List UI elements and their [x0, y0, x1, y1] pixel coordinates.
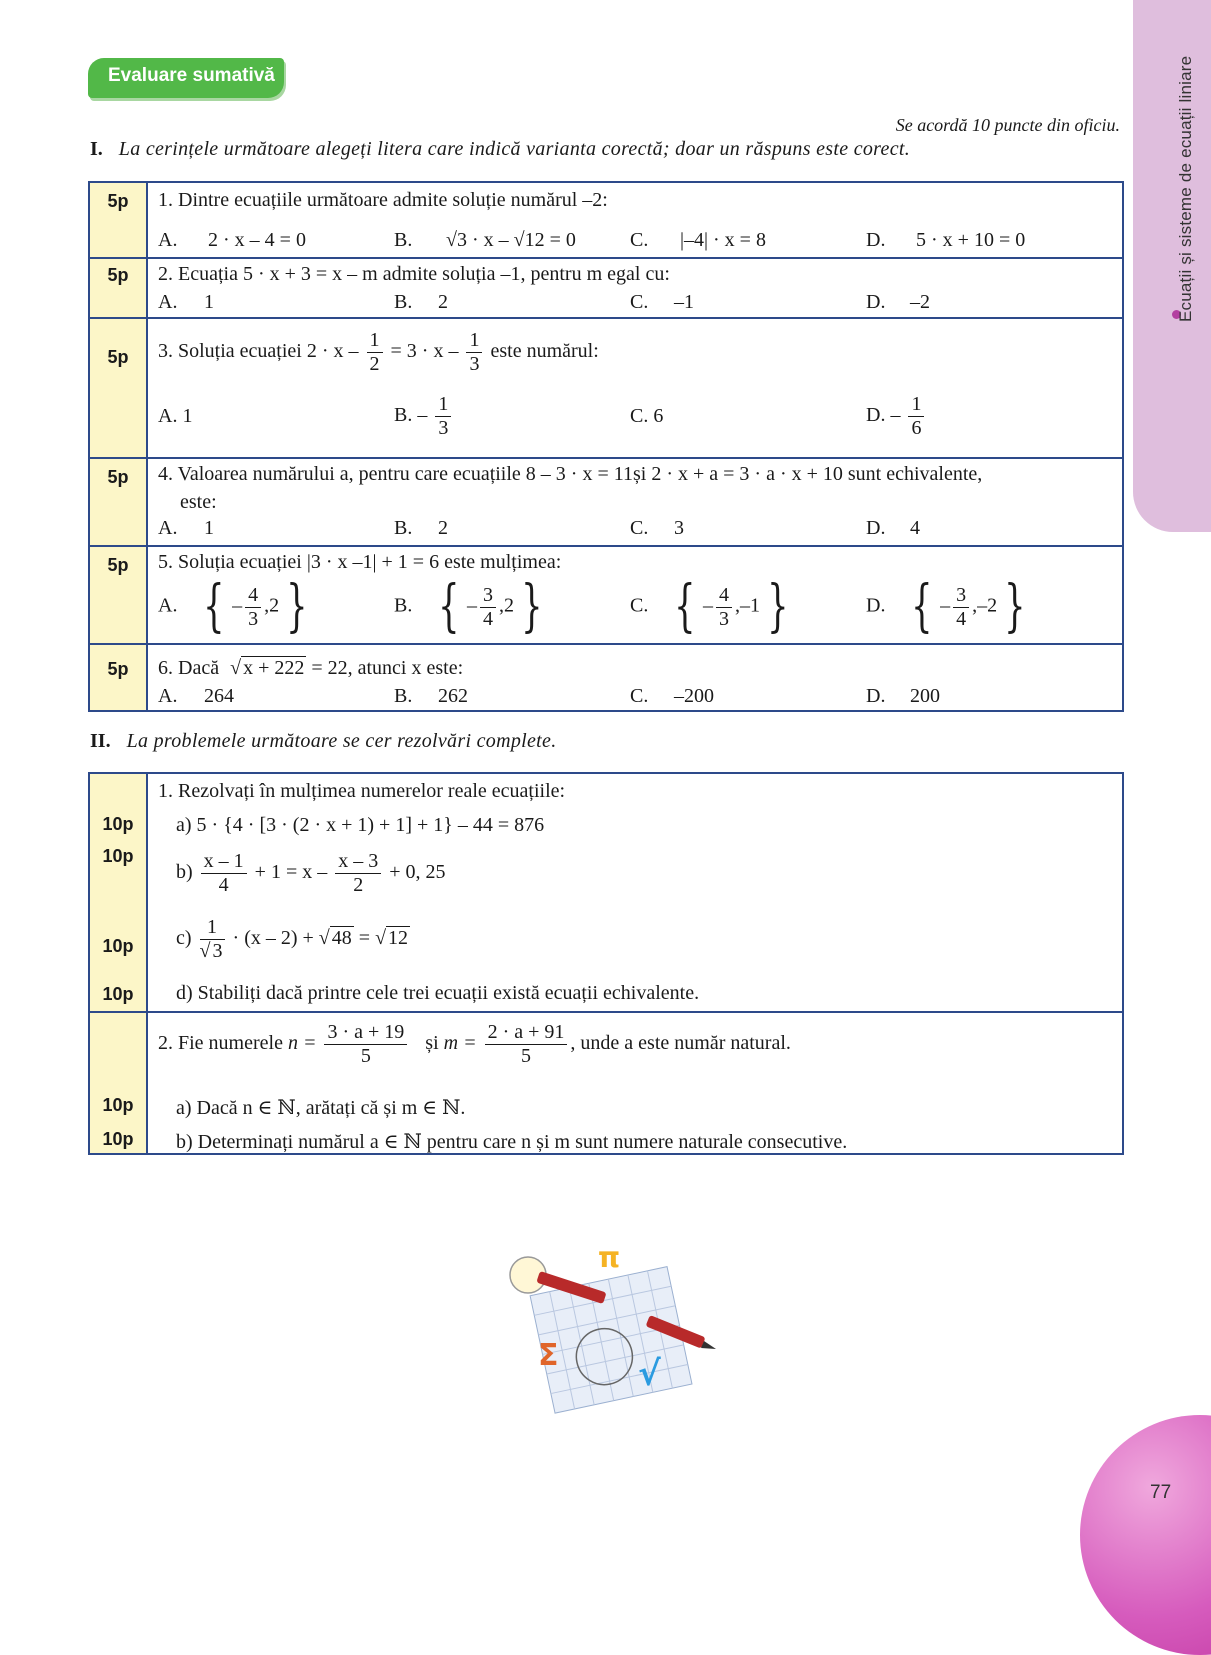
option-b: B. { – $\frac{3}{4}$ ,2 }	[394, 574, 543, 639]
question-3: 5p 3. Soluția ecuației 2 · x – $\frac{1}{2}$ = 3 · x – $\frac{1}{3}$ este numărul: A. 1 B. – $\frac{1}{3}$ C. 6 D. – $\frac{1}{6}$	[90, 317, 1122, 457]
section-2-table	[88, 772, 1124, 1155]
fraction: $\frac{1}{3}$	[435, 393, 451, 440]
points-cell: 5p	[90, 645, 148, 710]
question-1: 5p 1. Dintre ecuațiile următoare admite soluție numărul –2: A. 2 · x – 4 = 0 B. √3 · x – √12 = 0 C. |–4| · x = 8 D. 5 · x + 10 = 0	[90, 183, 1122, 257]
section-1-table	[88, 181, 1124, 712]
svg-text:√: √	[638, 1354, 661, 1394]
svg-text:Σ: Σ	[538, 1338, 559, 1373]
question-text: 5. Soluția ecuației |3 · x –1| + 1 = 6 este mulțimea:	[158, 551, 562, 573]
points-cell: 10p 10p	[90, 1013, 148, 1153]
question-6: 5p 6. Dacă √ x + 222 = 22, atunci x este: A. 264 B. 262 C. –200 D. 200	[90, 643, 1122, 710]
points-cell: 5p	[90, 319, 148, 457]
problem-2	[90, 1011, 1122, 1153]
chapter-title: Ecuații și sisteme de ecuații liniare	[1176, 55, 1195, 322]
fraction: $\frac{x - 1}{4}$	[201, 850, 247, 897]
question-text: 2. Ecuația 5 · x + 3 = x – m admite soluția –1, pentru m egal cu:	[158, 263, 670, 285]
section-badge: Evaluare sumativă	[88, 58, 284, 98]
option-c: C. { – $\frac{4}{3}$ ,–1 }	[630, 574, 789, 639]
section-2-heading: II. La problemele următoare se cer rezolvări complete.	[90, 730, 557, 752]
section-1-heading: I. La cerințele următoare alegeți litera care indică varianta corectă; doar un răspuns este corect.	[90, 138, 911, 160]
page-number: 77	[1150, 1482, 1172, 1503]
problem-1-d: d) Stabiliți dacă printre cele trei ecuații există ecuații echivalente.	[176, 982, 700, 1004]
fraction: $\frac{1}{2}$	[367, 329, 383, 376]
question-text: 4. Valoarea numărului a, pentru care ecuațiile 8 – 3 · x = 11și 2 · x + a = 3 · a · x + 10 sunt echivalente,	[158, 463, 983, 485]
equation-a: a) 5 · {4 · [3 · (2 · x + 1) + 1] + 1} – 44 = 876	[176, 814, 545, 836]
points-cell: 5p	[90, 183, 148, 257]
question-4: 5p 4. Valoarea numărului a, pentru care ecuațiile 8 – 3 · x = 11și 2 · x + a = 3 · a · x + 10 sunt echivalente, este: A. 1 B. 2 C. 3 D. 4	[90, 457, 1122, 545]
fraction: $\frac{3}{4}$	[480, 584, 496, 631]
fraction: $\frac{1}{3}$	[466, 329, 482, 376]
problem-2-a: a) Dacă n ∈ ℕ, arătați că și m ∈ ℕ.	[176, 1097, 466, 1119]
question-text: 6. Dacă √ x + 222 = 22, atunci x este:	[158, 657, 464, 679]
fraction: $\frac{x - 3}{2}$	[335, 850, 381, 897]
fraction: $\frac{1}{√ 3}$	[199, 916, 223, 962]
fraction: $\frac{3 \cdot a + 19}{5}$	[324, 1021, 407, 1068]
fraction: $\frac{4}{3}$	[716, 584, 732, 631]
option-d: D. { – $\frac{3}{4}$ ,–2 }	[866, 574, 1026, 639]
fraction: $\frac{1}{6}$	[908, 393, 924, 440]
option-a: A. { – $\frac{4}{3}$ ,2 }	[158, 574, 308, 639]
question-5	[90, 545, 1122, 643]
problem-text: 2. Fie numerele n = $\frac{3 \cdot a + 19}{5}$ și m = $\frac{2 \cdot a + 91}{5}$ , unde a este număr natural.	[158, 1021, 791, 1067]
question-text: 1. Dintre ecuațiile următoare admite soluție numărul –2:	[158, 189, 608, 211]
points-cell: 5p	[90, 547, 148, 643]
question-text: 3. Soluția ecuației 2 · x – $\frac{1}{2}$ = 3 · x – $\frac{1}{3}$ este numărul:	[158, 329, 599, 375]
points-cell: 5p	[90, 259, 148, 317]
fraction: $\frac{4}{3}$	[245, 584, 261, 631]
bonus-points-note: Se acordă 10 puncte din oficiu.	[895, 115, 1120, 135]
problem-1	[90, 774, 1122, 1011]
section-2-instruction: La problemele următoare se cer rezolvări complete.	[126, 730, 557, 752]
page-corner-decoration	[1080, 1415, 1211, 1655]
points-cell: 5p	[90, 459, 148, 545]
fraction: $\frac{3}{4}$	[953, 584, 969, 631]
math-illustration	[500, 1245, 720, 1415]
question-2: 5p 2. Ecuația 5 · x + 3 = x – m admite soluția –1, pentru m egal cu: A. 1 B. 2 C. –1 D. –2	[90, 257, 1122, 317]
equation-c: c) $\frac{1}{√ 3}$ · (x – 2) + √ 48 = √ 12	[176, 916, 409, 962]
equation-b: b) $\frac{x - 1}{4}$ + 1 = x – $\frac{x - 3}{2}$ + 0, 25	[176, 850, 446, 896]
problem-2-b: b) Determinați numărul a ∈ ℕ pentru care n și m sunt numere naturale consecutive.	[176, 1131, 848, 1153]
problem-text: 1. Rezolvați în mulțimea numerelor reale ecuațiile:	[158, 780, 566, 802]
fraction: $\frac{2 \cdot a + 91}{5}$	[485, 1021, 568, 1068]
chapter-side-tab	[1133, 0, 1211, 532]
svg-text:π: π	[598, 1245, 621, 1274]
section-1-instruction: La cerințele următoare alegeți litera care indică varianta corectă; doar un răspuns este corect.	[118, 138, 911, 160]
points-cell: 10p 10p 10p 10p	[90, 774, 148, 1011]
